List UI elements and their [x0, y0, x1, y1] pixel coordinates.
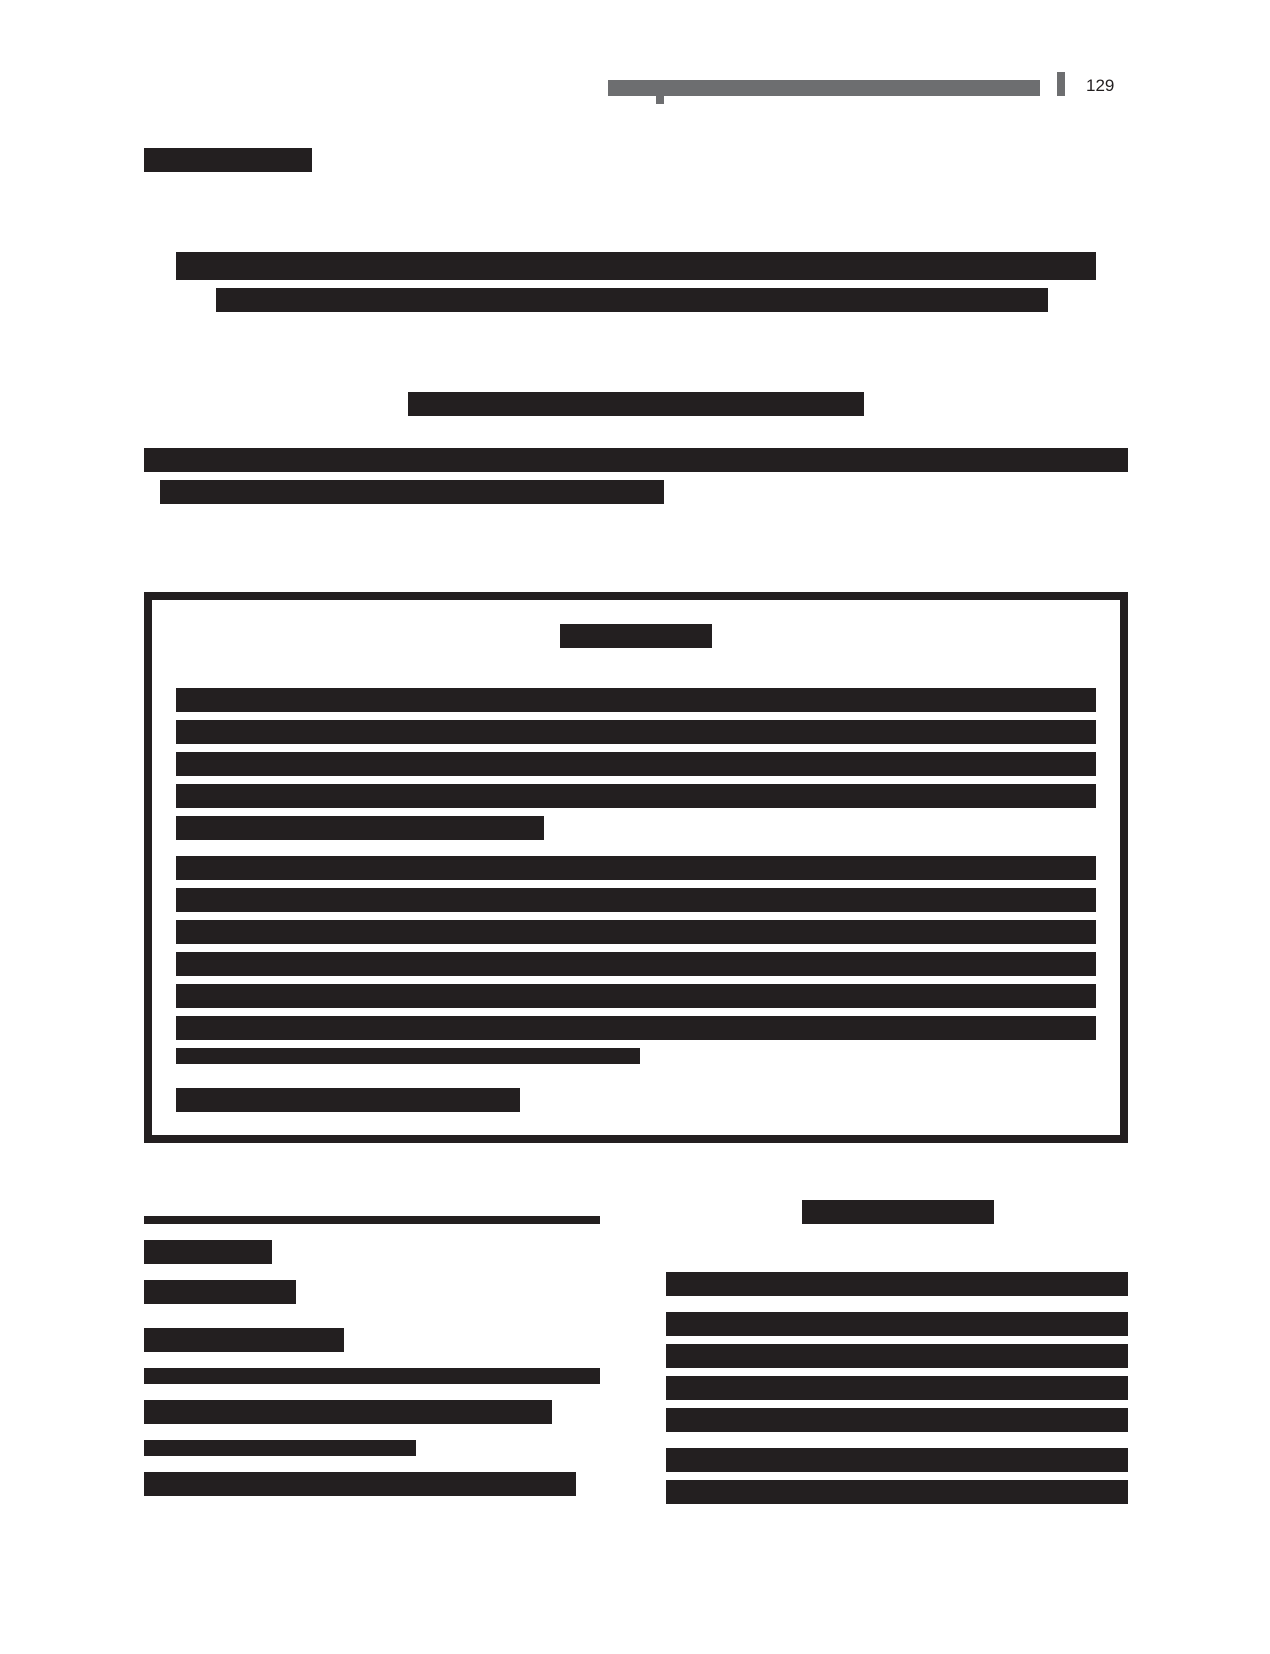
footnote-rule [144, 1216, 600, 1224]
page-number: 129 [1086, 76, 1115, 95]
abstract-line [176, 856, 1096, 880]
introduction-line [666, 1376, 1128, 1400]
abstract-line [176, 984, 1096, 1008]
introduction-line [666, 1312, 1128, 1336]
introduction-line [666, 1272, 1128, 1296]
article-type-label [144, 148, 312, 172]
running-head [608, 80, 1040, 96]
abstract-line [176, 688, 1096, 712]
header-separator [1057, 72, 1065, 96]
running-head-descender [656, 96, 664, 104]
correspondence-email [144, 1472, 576, 1496]
abstract-line [176, 752, 1096, 776]
correspondence-name [144, 1280, 296, 1304]
abstract-line [176, 1048, 640, 1064]
article-subtitle-line-2 [216, 288, 1048, 312]
introduction-line [666, 1480, 1128, 1504]
author-list [408, 392, 864, 416]
abstract-heading [560, 624, 712, 648]
introduction-line [666, 1448, 1128, 1472]
abstract-line [176, 888, 1096, 912]
abstract-line [176, 784, 1096, 808]
correspondence-address-line [144, 1440, 416, 1456]
abstract-line [176, 816, 544, 840]
abstract-line [176, 920, 1096, 944]
abstract-line [176, 1016, 1096, 1040]
correspondence-address-line [144, 1400, 552, 1424]
affiliation-line-2 [160, 480, 664, 504]
correspondence-address-line [144, 1368, 600, 1384]
correspondence-address-line [144, 1328, 344, 1352]
abstract-keywords [176, 1088, 520, 1112]
affiliation-line-1 [144, 448, 1128, 472]
abstract-line [176, 952, 1096, 976]
introduction-line [666, 1344, 1128, 1368]
correspondence-label [144, 1240, 272, 1264]
abstract-line [176, 720, 1096, 744]
introduction-heading [802, 1200, 994, 1224]
article-title-line-1 [176, 252, 1096, 280]
introduction-line [666, 1408, 1128, 1432]
